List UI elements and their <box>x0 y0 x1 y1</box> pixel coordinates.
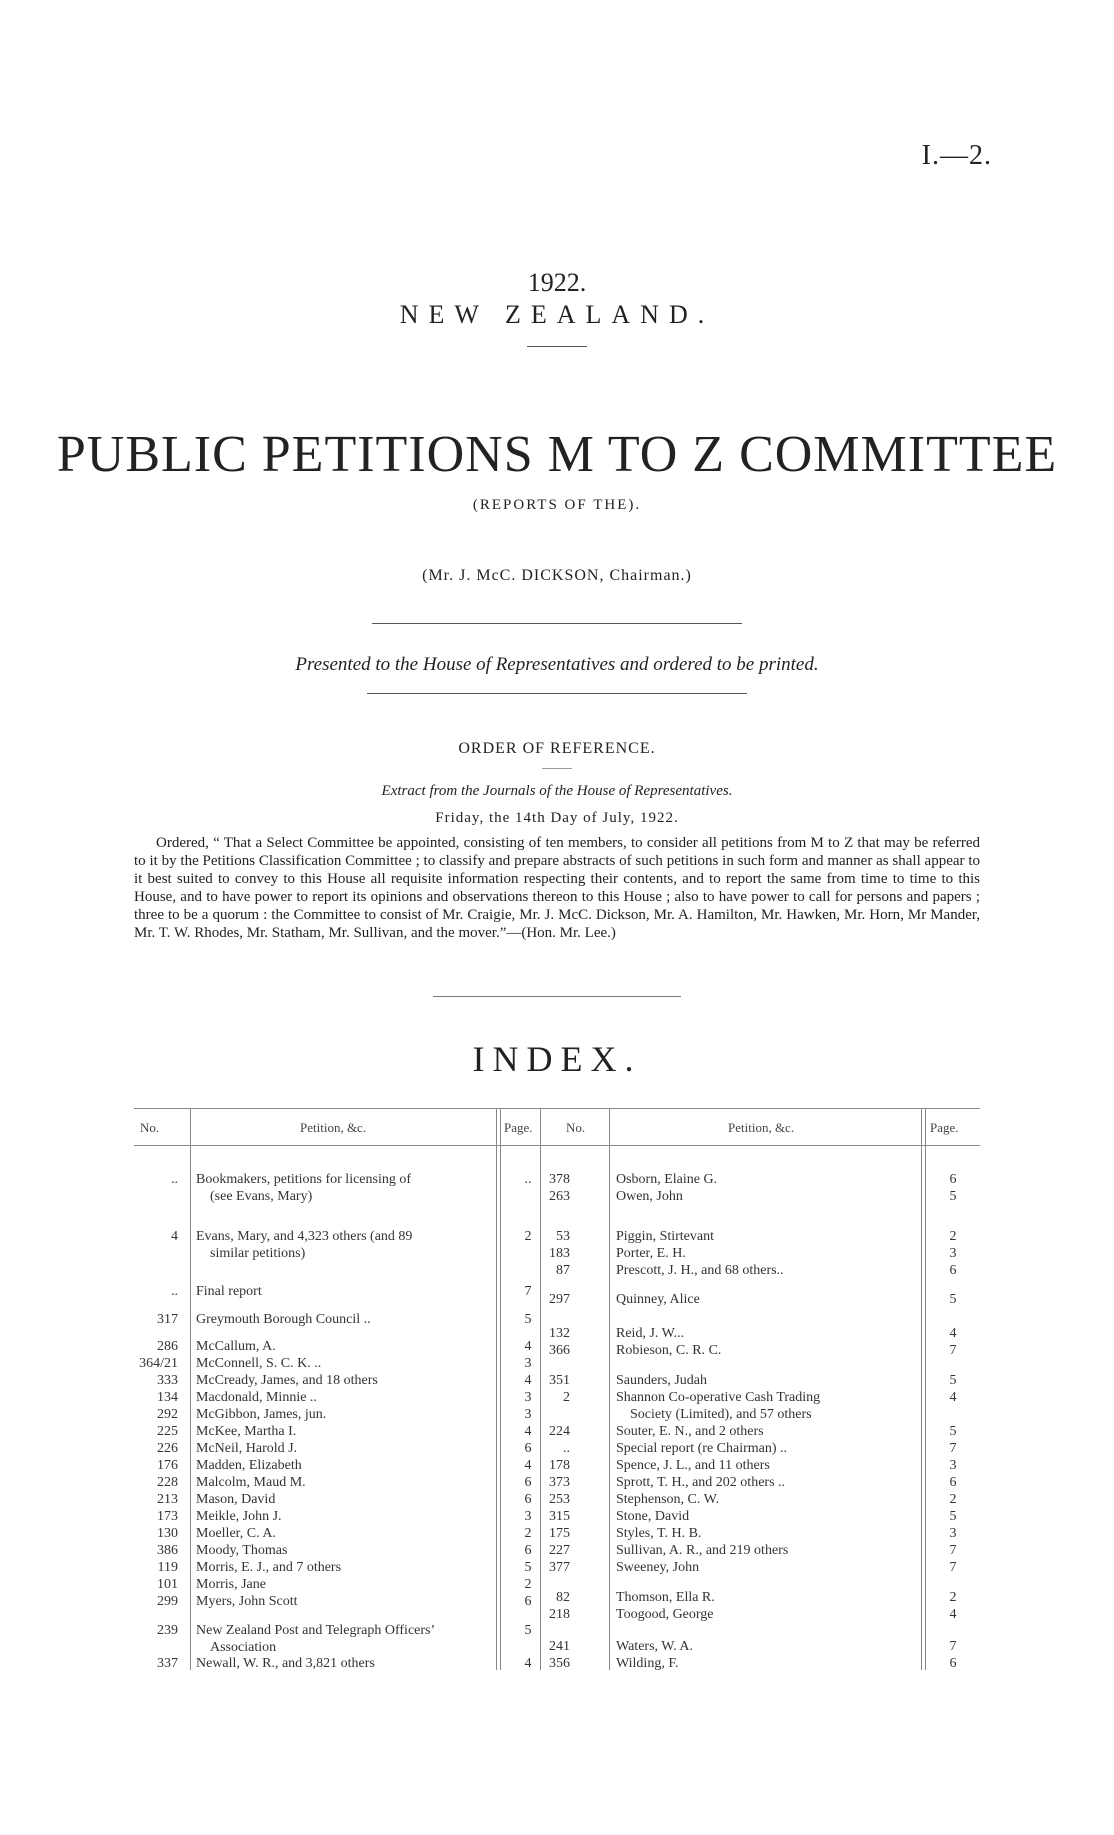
divider <box>372 623 742 624</box>
entry-page: 6 <box>524 1475 532 1490</box>
entry-petition: Sprott, T. H., and 202 others .. <box>616 1475 786 1490</box>
entry-number: 386 <box>157 1543 178 1558</box>
column-header-petition: Petition, &c. <box>728 1120 795 1135</box>
entry-number: 253 <box>549 1492 570 1507</box>
entry-number: .. <box>171 1284 178 1299</box>
entry-number: 130 <box>157 1526 178 1541</box>
entry-page: 4 <box>524 1339 532 1354</box>
entry-page: 5 <box>524 1560 532 1575</box>
entry-petition: Special report (re Chairman) .. <box>616 1441 788 1456</box>
entry-page: 5 <box>949 1189 957 1204</box>
entry-page: 7 <box>949 1343 957 1358</box>
entry-page: 7 <box>949 1543 957 1558</box>
entry-page: 2 <box>949 1229 957 1244</box>
entry-page: 2 <box>949 1590 957 1605</box>
entry-number: 173 <box>157 1509 178 1524</box>
entry-page: 4 <box>949 1390 957 1405</box>
entry-number: 227 <box>549 1543 570 1558</box>
entry-page: 5 <box>949 1292 957 1307</box>
country: NEW ZEALAND. <box>399 300 715 329</box>
entry-number: 299 <box>157 1594 178 1609</box>
column-rule <box>925 1108 926 1670</box>
entry-petition-continuation: Association <box>210 1640 277 1655</box>
column-header-page: Page. <box>504 1120 533 1135</box>
entry-number: 317 <box>157 1312 178 1327</box>
entry-number: 82 <box>556 1590 570 1605</box>
entry-petition: Owen, John <box>616 1189 683 1204</box>
entry-page: 3 <box>524 1407 532 1422</box>
entry-page: 5 <box>524 1312 532 1327</box>
column-header-petition: Petition, &c. <box>300 1120 367 1135</box>
entry-page: 6 <box>524 1441 532 1456</box>
entry-petition: Evans, Mary, and 4,323 others (and 89 <box>196 1229 413 1244</box>
entry-number: 53 <box>556 1229 570 1244</box>
entry-petition: Meikle, John J. <box>196 1509 282 1524</box>
entry-number: .. <box>171 1172 178 1187</box>
extract-line: Extract from the Journals of the House of Representatives. <box>381 783 733 799</box>
column-header-no: No. <box>140 1120 160 1135</box>
entry-page: 4 <box>524 1424 532 1439</box>
entry-page: 6 <box>949 1263 957 1278</box>
order-text: Ordered, “ That a Select Committee be appointed, consisting of ten members, to consider all petitions from M to Z that may be referred to it by the Petitions Classification Committee ; to classify and prepare abstracts of such petitions in such form and manner as shall appear to it best suited to convey to this House all requisite information respecting their contents, and to report the same from time to time to this House, and to have power to report its opinions and observations thereon to this House ; also to have power to call for persons and papers ; three to be a quorum : the Committee to consist of Mr. Craigie, Mr. J. McC. Dickson, Mr. A. Hamilton, Mr. Hawken, Mr. Horn, Mr Mander, Mr. T. W. Rhodes, Mr. Statham, Mr. Sullivan, and the mover.”—(Hon. Mr. Lee.) <box>134 835 980 941</box>
divider <box>367 693 747 694</box>
entry-petition: Mason, David <box>196 1492 276 1507</box>
entry-page: 6 <box>524 1543 532 1558</box>
entry-page: 2 <box>524 1229 532 1244</box>
entry-petition-continuation: Society (Limited), and 57 others <box>630 1407 812 1422</box>
entry-petition: Final report <box>196 1284 262 1299</box>
entry-petition: Wilding, F. <box>616 1656 679 1671</box>
entry-petition: Saunders, Judah <box>616 1373 707 1388</box>
divider <box>527 346 587 347</box>
entry-number: 286 <box>157 1339 178 1354</box>
entry-page: 3 <box>524 1390 532 1405</box>
entry-petition: McCallum, A. <box>196 1339 276 1354</box>
entry-number: 225 <box>157 1424 178 1439</box>
entry-number: 183 <box>549 1246 570 1261</box>
entry-petition: Morris, E. J., and 7 others <box>196 1560 342 1575</box>
entry-petition: McGibbon, James, jun. <box>196 1407 327 1422</box>
entry-page: 5 <box>949 1509 957 1524</box>
entry-page: 4 <box>524 1458 532 1473</box>
entry-petition-continuation: (see Evans, Mary) <box>210 1189 313 1204</box>
entry-petition: Prescott, J. H., and 68 others.. <box>616 1263 784 1278</box>
table-header-rule <box>134 1145 980 1146</box>
entry-number: 213 <box>157 1492 178 1507</box>
entry-petition: Thomson, Ella R. <box>616 1590 715 1605</box>
entry-number: 87 <box>556 1263 570 1278</box>
index-heading: INDEX. <box>472 1039 642 1079</box>
chairman-line: (Mr. J. McC. DICKSON, Chairman.) <box>422 567 692 584</box>
entry-number: 333 <box>157 1373 178 1388</box>
entry-page: 2 <box>949 1492 957 1507</box>
column-rule <box>921 1108 922 1670</box>
entry-number: 132 <box>549 1326 570 1341</box>
entry-petition: Stone, David <box>616 1509 690 1524</box>
entry-number: 364/21 <box>139 1356 178 1371</box>
entry-number: 351 <box>549 1373 570 1388</box>
column-header-no: No. <box>566 1120 586 1135</box>
date-line: Friday, the 14th Day of July, 1922. <box>435 810 679 826</box>
column-rule <box>190 1108 191 1670</box>
entry-petition: Piggin, Stirtevant <box>616 1229 714 1244</box>
entry-petition: Stephenson, C. W. <box>616 1492 720 1507</box>
entry-number: 4 <box>171 1229 178 1244</box>
entry-petition: Moody, Thomas <box>196 1543 288 1558</box>
entry-number: 224 <box>549 1424 570 1439</box>
entry-petition: Reid, J. W... <box>616 1326 685 1341</box>
entry-petition: Moeller, C. A. <box>196 1526 276 1541</box>
entry-page: 4 <box>949 1326 957 1341</box>
entry-number: 241 <box>549 1639 570 1654</box>
entry-page: 7 <box>949 1560 957 1575</box>
entry-page: 2 <box>524 1526 532 1541</box>
entry-page: 7 <box>949 1441 957 1456</box>
entry-page: 3 <box>524 1509 532 1524</box>
entry-page: 6 <box>949 1475 957 1490</box>
entry-petition: Robieson, C. R. C. <box>616 1343 722 1358</box>
column-header-page: Page. <box>930 1120 959 1135</box>
entry-number: 377 <box>549 1560 570 1575</box>
entry-petition: McNeil, Harold J. <box>196 1441 298 1456</box>
entry-number: 378 <box>549 1172 570 1187</box>
entry-number: 356 <box>549 1656 570 1671</box>
column-rule <box>609 1108 610 1670</box>
entry-petition: Morris, Jane <box>196 1577 266 1592</box>
entry-page: 5 <box>524 1623 532 1638</box>
entry-petition: Myers, John Scott <box>196 1594 298 1609</box>
entry-number: 226 <box>157 1441 178 1456</box>
entry-number: 292 <box>157 1407 178 1422</box>
entry-page: 3 <box>949 1526 957 1541</box>
entry-petition: McKee, Martha I. <box>196 1424 297 1439</box>
entry-petition: McCready, James, and 18 others <box>196 1373 378 1388</box>
entry-number: 366 <box>549 1343 570 1358</box>
entry-petition: Shannon Co-operative Cash Trading <box>616 1390 821 1405</box>
entry-petition: Sullivan, A. R., and 219 others <box>616 1543 789 1558</box>
entry-number: .. <box>563 1441 570 1456</box>
entry-number: 119 <box>157 1560 178 1575</box>
entry-number: 2 <box>563 1390 570 1405</box>
entry-petition: Toogood, George <box>616 1607 714 1622</box>
entry-page: 7 <box>949 1639 957 1654</box>
column-rule <box>496 1108 497 1670</box>
entry-petition: Quinney, Alice <box>616 1292 700 1307</box>
entry-page: 3 <box>949 1458 957 1473</box>
page-title: PUBLIC PETITIONS M TO Z COMMITTEE <box>56 426 1058 483</box>
entry-page: 6 <box>524 1492 532 1507</box>
entry-petition: Newall, W. R., and 3,821 others <box>196 1656 375 1671</box>
entry-page: 4 <box>524 1656 532 1671</box>
entry-number: 178 <box>549 1458 570 1473</box>
entry-number: 263 <box>549 1189 570 1204</box>
entry-page: 4 <box>949 1607 957 1622</box>
entry-number: 175 <box>549 1526 570 1541</box>
entry-number: 134 <box>157 1390 178 1405</box>
entry-page: 6 <box>949 1656 957 1671</box>
subtitle: (REPORTS OF THE). <box>472 497 642 513</box>
entry-number: 297 <box>549 1292 570 1307</box>
table-top-rule <box>134 1108 980 1109</box>
entry-petition: Bookmakers, petitions for licensing of <box>196 1172 412 1187</box>
order-of-reference-heading: ORDER OF REFERENCE. <box>458 740 656 757</box>
entry-number: 228 <box>157 1475 178 1490</box>
entry-number: 315 <box>549 1509 570 1524</box>
entry-petition: Malcolm, Maud M. <box>196 1475 306 1490</box>
entry-petition: Spence, J. L., and 11 others <box>616 1458 770 1473</box>
entry-petition: Souter, E. N., and 2 others <box>616 1424 764 1439</box>
entry-petition: Styles, T. H. B. <box>616 1526 702 1541</box>
entry-petition: Madden, Elizabeth <box>196 1458 302 1473</box>
divider <box>542 768 572 769</box>
entry-number: 373 <box>549 1475 570 1490</box>
entry-number: 337 <box>157 1656 178 1671</box>
entry-petition-continuation: similar petitions) <box>210 1246 306 1261</box>
column-rule <box>500 1108 501 1670</box>
entry-number: 101 <box>157 1577 178 1592</box>
entry-number: 218 <box>549 1607 570 1622</box>
document-reference: I.—2. <box>921 140 992 171</box>
entry-petition: Waters, W. A. <box>616 1639 694 1654</box>
entry-petition: Osborn, Elaine G. <box>616 1172 718 1187</box>
entry-number: 239 <box>157 1623 178 1638</box>
entry-petition: Porter, E. H. <box>616 1246 686 1261</box>
entry-page: .. <box>524 1172 532 1187</box>
entry-page: 4 <box>524 1373 532 1388</box>
entry-petition: Greymouth Borough Council .. <box>196 1312 371 1327</box>
entry-page: 5 <box>949 1424 957 1439</box>
entry-petition: Macdonald, Minnie .. <box>196 1390 317 1405</box>
entry-page: 6 <box>949 1172 957 1187</box>
entry-page: 3 <box>524 1356 532 1371</box>
divider <box>433 996 681 997</box>
entry-page: 2 <box>524 1577 532 1592</box>
entry-page: 3 <box>949 1246 957 1261</box>
entry-petition: Sweeney, John <box>616 1560 700 1575</box>
presented-line: Presented to the House of Representatives and ordered to be printed. <box>295 654 819 675</box>
entry-number: 176 <box>157 1458 178 1473</box>
entry-page: 6 <box>524 1594 532 1609</box>
entry-page: 5 <box>949 1373 957 1388</box>
entry-petition: McConnell, S. C. K. .. <box>196 1356 322 1371</box>
entry-page: 7 <box>524 1284 532 1299</box>
year: 1922. <box>527 268 587 297</box>
entry-petition: New Zealand Post and Telegraph Officers’ <box>196 1623 436 1638</box>
